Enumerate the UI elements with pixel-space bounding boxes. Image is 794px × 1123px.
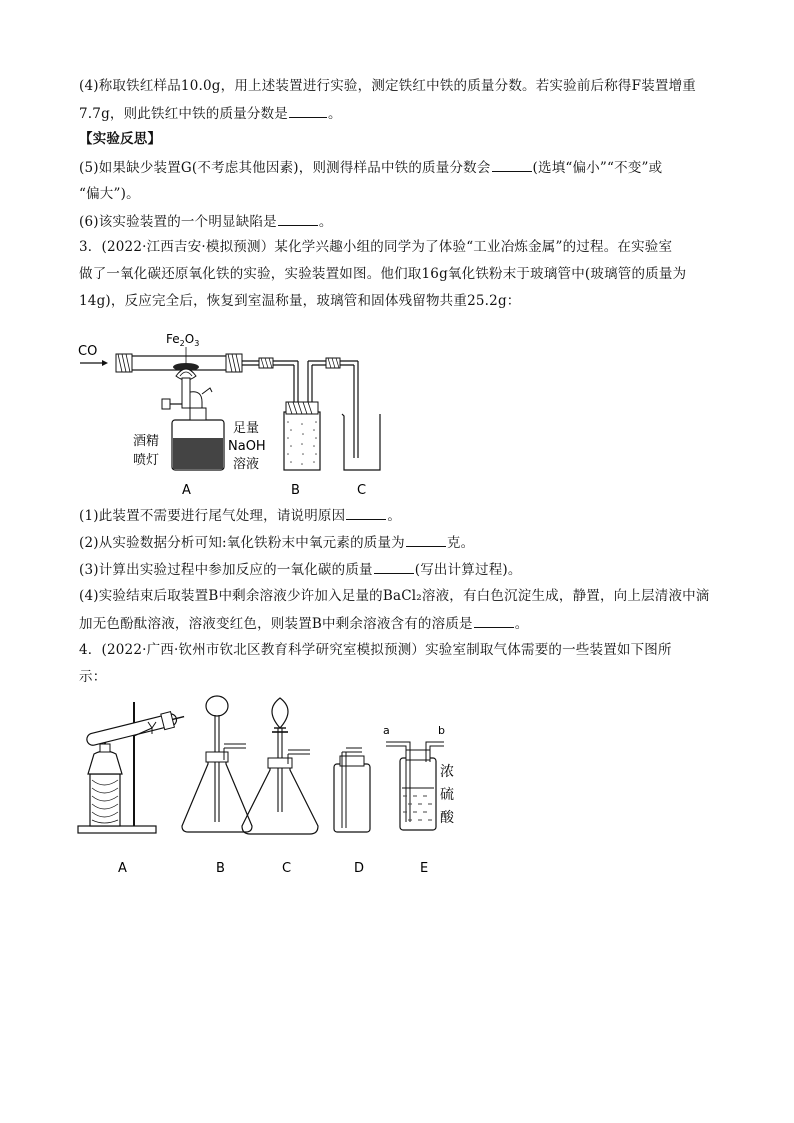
- q3-sub4-end: 。: [514, 616, 529, 632]
- q2-part4-end: 。: [328, 106, 342, 122]
- naoh-label-1: 足量: [233, 421, 260, 436]
- q3-stem-line1: [79, 237, 672, 257]
- apparatus-d: [334, 748, 370, 832]
- valve-knob-icon: [162, 399, 170, 409]
- q3-sub2-text: (2)从实验数据分析可知:氧化铁粉末中氧元素的质量为: [79, 535, 405, 551]
- q3-stem-text3: 14g)，反应完全后，恢复到室温称量，玻璃管和固体残留物共重25.2g：: [79, 293, 521, 309]
- q3-sub4-line2: [79, 613, 528, 634]
- q2-part4-line2: [79, 103, 342, 124]
- q2-part5-text: (5)如果缺少装置G(不考虑其他因素)，则测得样品中铁的质量分数会: [79, 160, 491, 176]
- beaker-c: [342, 414, 380, 470]
- q2-part5-options: (选填“偏小”“不变”或: [532, 160, 663, 176]
- q4-stem-line1: [79, 640, 672, 660]
- separatory-funnel-icon: [272, 698, 288, 728]
- answer-blank[interactable]: [406, 532, 446, 547]
- q3-sub2-end: 克。: [446, 535, 475, 551]
- alcohol-lamp-icon: [88, 751, 122, 774]
- conical-flask-b: [182, 754, 252, 832]
- conical-flask-c: [242, 760, 318, 834]
- figure-label-b: B: [291, 483, 300, 498]
- q2-part5-line1: [79, 157, 662, 178]
- q3-stem-text1: 3．(2022·江西吉安·模拟预测）某化学兴趣小组的同学为了体验“工业冶炼金属”的过程。在实验室: [79, 239, 673, 255]
- apparatus-e: [383, 724, 455, 830]
- lamp-label-1: 酒精: [133, 434, 160, 449]
- q4-stem-text1: 4．(2022·广西·钦州市钦北区教育科学研究室模拟预测）实验室制取气体需要的一些装置如下图所: [79, 642, 672, 658]
- q2-part6-end: 。: [318, 214, 333, 230]
- apparatus-a: [78, 702, 186, 833]
- collection-bottle-d: [334, 764, 370, 832]
- q3-sub4-text2: 加无色酚酞溶液，溶液变红色，则装置B中剩余溶液含有的溶质是: [79, 616, 473, 632]
- sulfuric-acid-liquid: [403, 796, 432, 820]
- q3-stem-line2: [79, 264, 686, 284]
- q2-part6-text: (6)该实验装置的一个明显缺陷是: [79, 214, 277, 230]
- q2-part4-text: (4)称取铁红样品10.0g，用上述装置进行实验，测定铁红中铁的质量分数。若实验前后称得F装置增重: [79, 78, 696, 94]
- figure4-label-c: C: [282, 861, 292, 876]
- q2-part6: [79, 211, 333, 232]
- q3-sub4-text: (4)实验结束后取装置B中剩余溶液少许加入足量的BaCl₂溶液，有白色沉淀生成，静置，向上层清液中滴: [79, 588, 710, 604]
- q3-sub3: [79, 559, 522, 580]
- figure4-label-b: B: [216, 861, 225, 876]
- lamp-handle-icon: [202, 388, 212, 394]
- lamp-stem: [182, 378, 190, 408]
- q3-stem-line3: [79, 291, 521, 311]
- figure4-label-a: A: [118, 861, 127, 876]
- q2-part4-text2: 7.7g，则此铁红中铁的质量分数是: [79, 106, 289, 122]
- q3-sub4-line1: [79, 586, 710, 606]
- q3-sub3-end: (写出计算过程)。: [414, 562, 522, 578]
- fe2o3-label: $Fe_2O_3$: [166, 332, 200, 348]
- reflection-heading: [79, 129, 161, 149]
- answer-blank[interactable]: [289, 103, 327, 118]
- funnel-icon: [206, 696, 228, 716]
- tube-a-label: a: [383, 724, 390, 737]
- gas-apparatus-figure: [72, 692, 462, 880]
- q2-part5-line2: [79, 184, 140, 204]
- bottle-b-stopper: [286, 402, 318, 414]
- tube-b-label: b: [438, 724, 445, 737]
- gas-washing-bottle-b: [284, 412, 320, 470]
- figure-label-c: C: [357, 483, 367, 498]
- q3-sub3-text: (3)计算出实验过程中参加反应的一氧化碳的质量: [79, 562, 373, 578]
- acid-label-1: 浓: [440, 764, 454, 780]
- figure4-label-d: D: [354, 861, 365, 876]
- acid-label-3: 酸: [440, 810, 454, 826]
- answer-blank[interactable]: [278, 211, 318, 226]
- figure4-label-e: E: [420, 861, 429, 876]
- q3-stem-text2: 做了一氧化碳还原氧化铁的实验，实验装置如图。他们取16g氧化铁粉末于玻璃管中(玻璃管的质量为: [79, 266, 687, 282]
- q3-sub2: [79, 532, 474, 553]
- naoh-label-3: 溶液: [233, 457, 260, 472]
- lamp-label-2: 喷灯: [133, 453, 160, 468]
- answer-blank[interactable]: [374, 559, 414, 574]
- answer-blank[interactable]: [346, 505, 386, 520]
- figure-label-a: A: [182, 483, 191, 498]
- reflection-title: 【实验反思】: [79, 131, 162, 147]
- q3-sub1-end: 。: [387, 508, 402, 524]
- answer-blank[interactable]: [492, 157, 532, 172]
- answer-blank[interactable]: [474, 613, 514, 628]
- q2-part4-line1: [79, 76, 696, 96]
- q3-sub1: [79, 505, 401, 526]
- co-arrow-head: [102, 360, 108, 366]
- q3-sub1-text: (1)此装置不需要进行尾气处理，请说明原因: [79, 508, 346, 524]
- apparatus-c: [242, 698, 318, 834]
- washing-bottle-e: [400, 758, 436, 830]
- naoh-label-2: NaOH: [228, 439, 266, 454]
- co-reduction-apparatus-figure: [76, 326, 406, 498]
- q4-stem-line2: [79, 667, 106, 687]
- q2-part5-text2: “偏大”)。: [79, 186, 140, 202]
- acid-label-2: 硫: [440, 787, 454, 803]
- q4-stem-text2: 示：: [79, 669, 107, 685]
- co-label: CO: [78, 344, 98, 359]
- apparatus-b: [182, 696, 252, 832]
